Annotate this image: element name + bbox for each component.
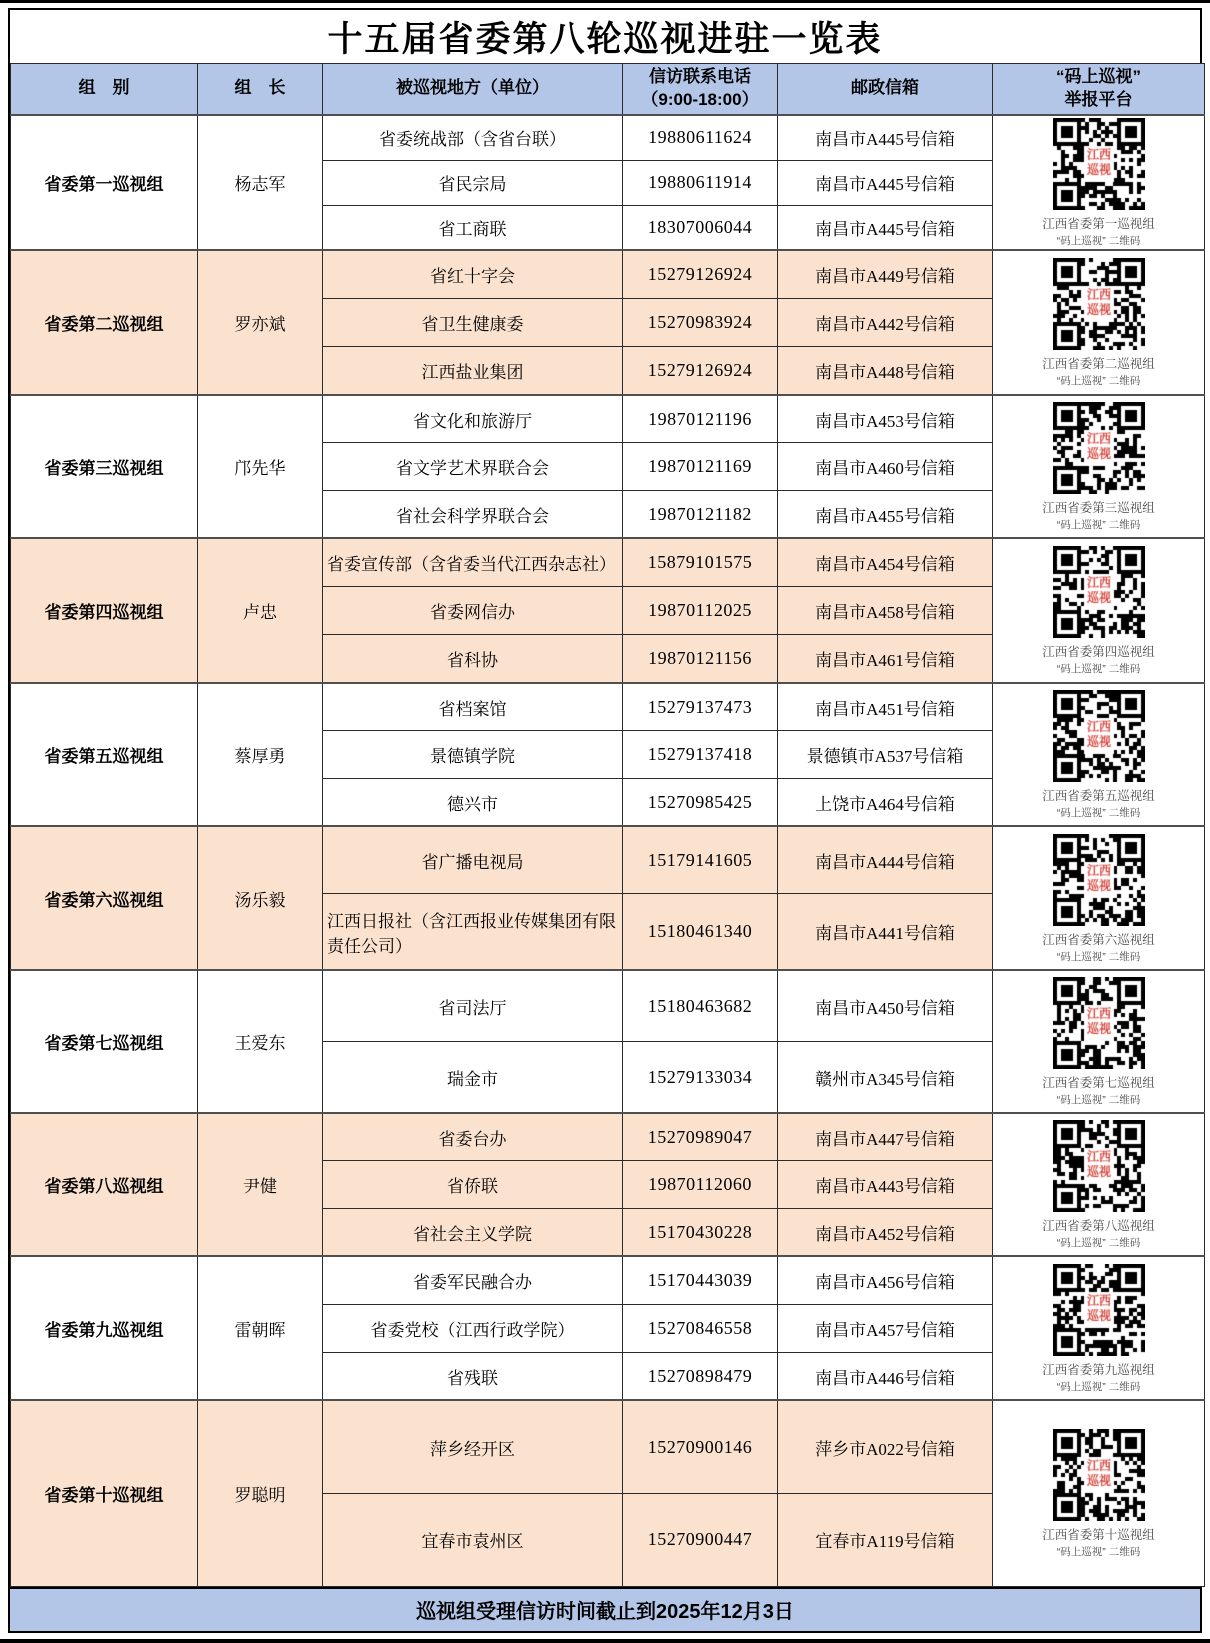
phone-cell: 19870121196 <box>623 395 778 442</box>
group-name-cell: 省委第一巡视组 <box>11 115 198 251</box>
qr-wrap <box>997 258 1200 388</box>
group-name-cell: 省委第七巡视组 <box>11 970 198 1113</box>
table-row <box>11 1113 1205 1160</box>
qr-caption-label: “码上巡视” 二维码 <box>1056 950 1141 963</box>
group-name-cell: 省委第五巡视组 <box>11 683 198 826</box>
unit-cell: 瑞金市 <box>323 1041 623 1113</box>
mailbox-cell: 南昌市A441号信箱 <box>778 893 993 970</box>
group-name-cell: 省委第三巡视组 <box>11 395 198 538</box>
leader-name-cell: 邝先华 <box>198 395 323 538</box>
page-bottom-rule <box>0 1639 1210 1643</box>
unit-cell: 省司法厅 <box>323 970 623 1041</box>
unit-cell: 省委宣传部（含省委当代江西杂志社） <box>323 538 623 586</box>
qr-caption-label: “码上巡视” 二维码 <box>1056 1545 1141 1558</box>
leader-name-cell: 罗聪明 <box>198 1400 323 1586</box>
leader-name-cell: 罗亦斌 <box>198 250 323 395</box>
unit-cell: 省委网信办 <box>323 586 623 634</box>
qr-wrap <box>997 402 1200 532</box>
mailbox-cell: 南昌市A451号信箱 <box>778 683 993 730</box>
table-row <box>11 1256 1205 1304</box>
unit-cell: 省文化和旅游厅 <box>323 395 623 442</box>
qr-caption-label: “码上巡视” 二维码 <box>1056 1094 1141 1107</box>
phone-cell: 15170443039 <box>623 1256 778 1304</box>
phone-cell: 19880611624 <box>623 115 778 160</box>
qr-code-image <box>1053 546 1145 638</box>
qr-code-image <box>1053 690 1145 782</box>
unit-cell: 江西日报社（含江西报业传媒集团有限责任公司） <box>323 893 623 970</box>
mailbox-cell: 南昌市A448号信箱 <box>778 346 993 395</box>
unit-cell: 省委军民融合办 <box>323 1256 623 1304</box>
phone-cell: 15179141605 <box>623 826 778 893</box>
qr-code-image <box>1053 977 1145 1069</box>
qr-caption-label: “码上巡视” 二维码 <box>1056 807 1141 820</box>
mailbox-cell: 萍乡市A022号信箱 <box>778 1400 993 1493</box>
phone-cell: 15170430228 <box>623 1208 778 1256</box>
mailbox-cell: 南昌市A456号信箱 <box>778 1256 993 1304</box>
qr-cell <box>993 1400 1205 1586</box>
group-name-cell: 省委第六巡视组 <box>11 826 198 970</box>
unit-cell: 江西盐业集团 <box>323 346 623 395</box>
phone-cell: 19870121169 <box>623 442 778 490</box>
qr-wrap <box>997 546 1200 676</box>
group-name-cell: 省委第九巡视组 <box>11 1256 198 1400</box>
unit-cell: 省文学艺术界联合会 <box>323 442 623 490</box>
group-name-cell: 省委第八巡视组 <box>11 1113 198 1256</box>
qr-code-image <box>1053 1264 1145 1356</box>
table-row <box>11 826 1205 893</box>
qr-wrap <box>997 1264 1200 1394</box>
phone-cell: 15270898479 <box>623 1352 778 1400</box>
col-header-phone <box>623 64 778 115</box>
table-row <box>11 1400 1205 1493</box>
mailbox-cell: 上饶市A464号信箱 <box>778 778 993 826</box>
phone-cell: 15279137473 <box>623 683 778 730</box>
leader-name-cell: 王爱东 <box>198 970 323 1113</box>
mailbox-cell: 南昌市A442号信箱 <box>778 298 993 346</box>
phone-cell: 15279126924 <box>623 250 778 298</box>
phone-cell: 18307006044 <box>623 205 778 250</box>
qr-caption-group: 江西省委第八巡视组 <box>1042 1219 1155 1234</box>
qr-wrap <box>997 834 1200 964</box>
footer-note: 巡视组受理信访时间截止到2025年12月3日 <box>10 1587 1200 1631</box>
col-header-qr-line1: “码上巡视” <box>1056 67 1141 86</box>
mailbox-cell: 南昌市A445号信箱 <box>778 205 993 250</box>
qr-caption-group: 江西省委第五巡视组 <box>1042 789 1155 804</box>
table-header-row <box>11 64 1205 115</box>
group-name-cell: 省委第二巡视组 <box>11 250 198 395</box>
qr-wrap <box>997 690 1200 820</box>
mailbox-cell: 南昌市A450号信箱 <box>778 970 993 1041</box>
mailbox-cell: 南昌市A452号信箱 <box>778 1208 993 1256</box>
qr-caption-group: 江西省委第一巡视组 <box>1042 216 1155 231</box>
phone-cell: 19870112025 <box>623 586 778 634</box>
qr-code-image <box>1053 1120 1145 1212</box>
unit-cell: 省残联 <box>323 1352 623 1400</box>
qr-cell <box>993 115 1205 251</box>
qr-cell <box>993 395 1205 538</box>
unit-cell: 德兴市 <box>323 778 623 826</box>
phone-cell: 19870112060 <box>623 1160 778 1208</box>
qr-code-image <box>1053 118 1145 210</box>
leader-name-cell: 尹健 <box>198 1113 323 1256</box>
phone-cell: 15270985425 <box>623 778 778 826</box>
leader-name-cell: 杨志军 <box>198 115 323 251</box>
qr-wrap <box>997 977 1200 1107</box>
qr-code-image <box>1053 1429 1145 1521</box>
unit-cell: 省科协 <box>323 634 623 683</box>
mailbox-cell: 南昌市A461号信箱 <box>778 634 993 683</box>
page-title: 十五届省委第八轮巡视进驻一览表 <box>327 19 883 59</box>
qr-caption-group: 江西省委第三巡视组 <box>1042 501 1155 516</box>
qr-caption-label: “码上巡视” 二维码 <box>1056 234 1141 247</box>
table-row <box>11 250 1205 298</box>
mailbox-cell: 南昌市A446号信箱 <box>778 1352 993 1400</box>
table-row <box>11 683 1205 730</box>
col-header-unit: 被巡视地方（单位） <box>323 64 623 115</box>
phone-cell: 15180463682 <box>623 970 778 1041</box>
phone-cell: 15270983924 <box>623 298 778 346</box>
qr-cell <box>993 250 1205 395</box>
unit-cell: 省红十字会 <box>323 250 623 298</box>
qr-cell <box>993 826 1205 970</box>
mailbox-cell: 南昌市A454号信箱 <box>778 538 993 586</box>
table-row <box>11 395 1205 442</box>
qr-caption-label: “码上巡视” 二维码 <box>1056 519 1141 532</box>
leader-name-cell: 蔡厚勇 <box>198 683 323 826</box>
col-header-phone-line2: （9:00-18:00） <box>641 89 759 109</box>
qr-wrap <box>997 118 1200 248</box>
unit-cell: 省侨联 <box>323 1160 623 1208</box>
qr-caption-group: 江西省委第四巡视组 <box>1042 645 1155 660</box>
qr-caption-group: 江西省委第六巡视组 <box>1042 932 1155 947</box>
unit-cell: 省广播电视局 <box>323 826 623 893</box>
group-name-cell: 省委第十巡视组 <box>11 1400 198 1586</box>
qr-caption-group: 江西省委第九巡视组 <box>1042 1362 1155 1377</box>
unit-cell: 省民宗局 <box>323 160 623 205</box>
leader-name-cell: 汤乐毅 <box>198 826 323 970</box>
table-row <box>11 115 1205 160</box>
col-header-group: 组 别 <box>11 64 198 115</box>
leader-name-cell: 卢忠 <box>198 538 323 683</box>
unit-cell: 省委统战部（含省台联） <box>323 115 623 160</box>
qr-wrap <box>997 1429 1200 1559</box>
mailbox-cell: 南昌市A445号信箱 <box>778 115 993 160</box>
unit-cell: 省工商联 <box>323 205 623 250</box>
phone-cell: 15180461340 <box>623 893 778 970</box>
phone-cell: 19870121156 <box>623 634 778 683</box>
qr-cell <box>993 538 1205 683</box>
phone-cell: 15270900146 <box>623 1400 778 1493</box>
mailbox-cell: 南昌市A445号信箱 <box>778 160 993 205</box>
qr-caption-label: “码上巡视” 二维码 <box>1056 375 1141 388</box>
mailbox-cell: 宜春市A119号信箱 <box>778 1493 993 1586</box>
phone-cell: 15279133034 <box>623 1041 778 1113</box>
col-header-qr-line2: 举报平台 <box>1064 89 1133 109</box>
qr-cell <box>993 683 1205 826</box>
table-body <box>11 115 1205 1587</box>
mailbox-cell: 南昌市A457号信箱 <box>778 1304 993 1352</box>
group-name-cell: 省委第四巡视组 <box>11 538 198 683</box>
qr-caption-group: 江西省委第七巡视组 <box>1042 1076 1155 1091</box>
qr-caption-label: “码上巡视” 二维码 <box>1056 1237 1141 1250</box>
mailbox-cell: 南昌市A460号信箱 <box>778 442 993 490</box>
phone-cell: 15279126924 <box>623 346 778 395</box>
unit-cell: 省委党校（江西行政学院） <box>323 1304 623 1352</box>
leader-name-cell: 雷朝晖 <box>198 1256 323 1400</box>
mailbox-cell: 南昌市A458号信箱 <box>778 586 993 634</box>
qr-wrap <box>997 1120 1200 1250</box>
qr-caption-group: 江西省委第十巡视组 <box>1042 1527 1155 1542</box>
phone-cell: 15270989047 <box>623 1113 778 1160</box>
qr-code-image <box>1053 834 1145 926</box>
unit-cell: 宜春市袁州区 <box>323 1493 623 1586</box>
unit-cell: 省社会主义学院 <box>323 1208 623 1256</box>
col-header-leader: 组 长 <box>198 64 323 115</box>
unit-cell: 景德镇学院 <box>323 730 623 778</box>
table-row <box>11 538 1205 586</box>
mailbox-cell: 南昌市A443号信箱 <box>778 1160 993 1208</box>
qr-code-image <box>1053 402 1145 494</box>
phone-cell: 19870121182 <box>623 490 778 538</box>
page-top-rule <box>0 0 1210 3</box>
col-header-phone-line1: 信访联系电话 <box>649 67 751 86</box>
mailbox-cell: 景德镇市A537号信箱 <box>778 730 993 778</box>
mailbox-cell: 南昌市A453号信箱 <box>778 395 993 442</box>
inspection-table <box>10 63 1205 1587</box>
phone-cell: 15270846558 <box>623 1304 778 1352</box>
inspection-table-sheet <box>8 8 1202 1633</box>
col-header-qr <box>993 64 1205 115</box>
mailbox-cell: 南昌市A444号信箱 <box>778 826 993 893</box>
qr-cell <box>993 1113 1205 1256</box>
col-header-mailbox: 邮政信箱 <box>778 64 993 115</box>
unit-cell: 省社会科学界联合会 <box>323 490 623 538</box>
qr-caption-group: 江西省委第二巡视组 <box>1042 357 1155 372</box>
unit-cell: 省委台办 <box>323 1113 623 1160</box>
mailbox-cell: 赣州市A345号信箱 <box>778 1041 993 1113</box>
phone-cell: 15279137418 <box>623 730 778 778</box>
qr-cell <box>993 1256 1205 1400</box>
mailbox-cell: 南昌市A455号信箱 <box>778 490 993 538</box>
unit-cell: 萍乡经开区 <box>323 1400 623 1493</box>
phone-cell: 15879101575 <box>623 538 778 586</box>
unit-cell: 省卫生健康委 <box>323 298 623 346</box>
table-row <box>11 970 1205 1041</box>
qr-cell <box>993 970 1205 1113</box>
phone-cell: 19880611914 <box>623 160 778 205</box>
qr-caption-label: “码上巡视” 二维码 <box>1056 663 1141 676</box>
qr-code-image <box>1053 258 1145 350</box>
mailbox-cell: 南昌市A449号信箱 <box>778 250 993 298</box>
qr-caption-label: “码上巡视” 二维码 <box>1056 1380 1141 1393</box>
mailbox-cell: 南昌市A447号信箱 <box>778 1113 993 1160</box>
unit-cell: 省档案馆 <box>323 683 623 730</box>
phone-cell: 15270900447 <box>623 1493 778 1586</box>
